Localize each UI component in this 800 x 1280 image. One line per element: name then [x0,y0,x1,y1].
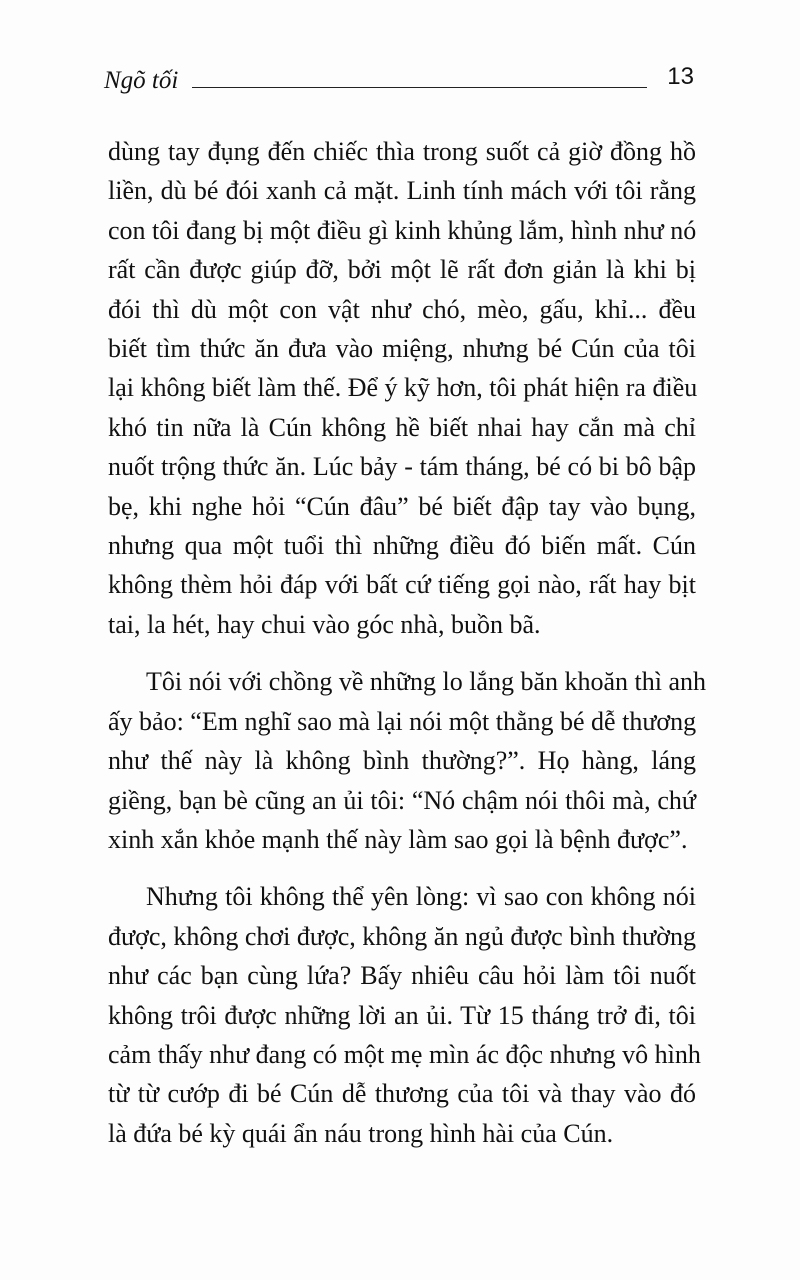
text-line: rất cần được giúp đỡ, bởi một lẽ rất đơn giản là khi bị [108,255,696,285]
chapter-title: Ngõ tối [104,67,179,94]
text-line: lại không biết làm thế. Để ý kỹ hơn, tôi phát hiện ra điều [108,373,698,403]
text-line: ấy bảo: “Em nghĩ sao mà lại nói một thằng bé dễ thương [108,706,697,736]
text-line: từ từ cướp đi bé Cún dễ thương của tôi và thay vào đó [108,1079,696,1109]
text-line: như các bạn cùng lứa? Bấy nhiêu câu hỏi làm tôi nuốt [108,961,696,991]
text-line: như thế này là không bình thường?”. Họ hàng, láng [108,746,696,776]
text-line: Tôi nói với chồng về những lo lắng băn khoăn thì anh [146,667,707,697]
text-line: biết tìm thức ăn đưa vào miệng, nhưng bé Cún của tôi [108,334,696,364]
text-line: tai, la hét, hay chui vào góc nhà, buồn bã. [108,609,541,639]
running-header [104,62,694,102]
text-line: là đứa bé kỳ quái ẩn náu trong hình hài của Cún. [108,1118,614,1148]
text-line: Nhưng tôi không thể yên lòng: vì sao con không nói [146,882,696,912]
text-line: nuốt trộng thức ăn. Lúc bảy - tám tháng, bé có bi bô bập [108,452,696,482]
paragraph-3 [108,877,701,1153]
text-line: xinh xắn khỏe mạnh thế này làm sao gọi là bệnh được”. [108,824,688,854]
text-line: nhưng qua một tuổi thì những điều đó biến mất. Cún [108,531,696,561]
text-line: con tôi đang bị một điều gì kinh khủng lắm, hình như nó [108,215,697,245]
body-text [108,132,707,1153]
text-line: đói thì dù một con vật như chó, mèo, gấu, khỉ... đều [108,294,696,324]
text-line: bẹ, khi nghe hỏi “Cún đâu” bé biết đập tay vào bụng, [108,491,696,521]
text-line: khó tin nữa là Cún không hề biết nhai hay cắn mà chỉ [108,412,696,442]
header-rule [192,87,647,88]
text-line: cảm thấy như đang có một mẹ mìn ác độc nhưng vô hình [108,1039,701,1069]
text-line: giềng, bạn bè cũng an ủi tôi: “Nó chậm nói thôi mà, chứ [108,785,696,815]
text-line: liền, dù bé đói xanh cả mặt. Linh tính mách với tôi rằng [108,176,696,206]
text-line: không thèm hỏi đáp với bất cứ tiếng gọi nào, rất hay bịt [108,570,696,600]
paragraph-2 [108,662,707,859]
text-line: không trôi được những lời an ủi. Từ 15 tháng trở đi, tôi [108,1000,696,1030]
text-line: dùng tay đụng đến chiếc thìa trong suốt cả giờ đồng hồ [108,137,696,166]
paragraph-1 [108,132,696,644]
page-number: 13 [667,63,694,90]
text-line: được, không chơi được, không ăn ngủ được bình thường [108,921,696,951]
